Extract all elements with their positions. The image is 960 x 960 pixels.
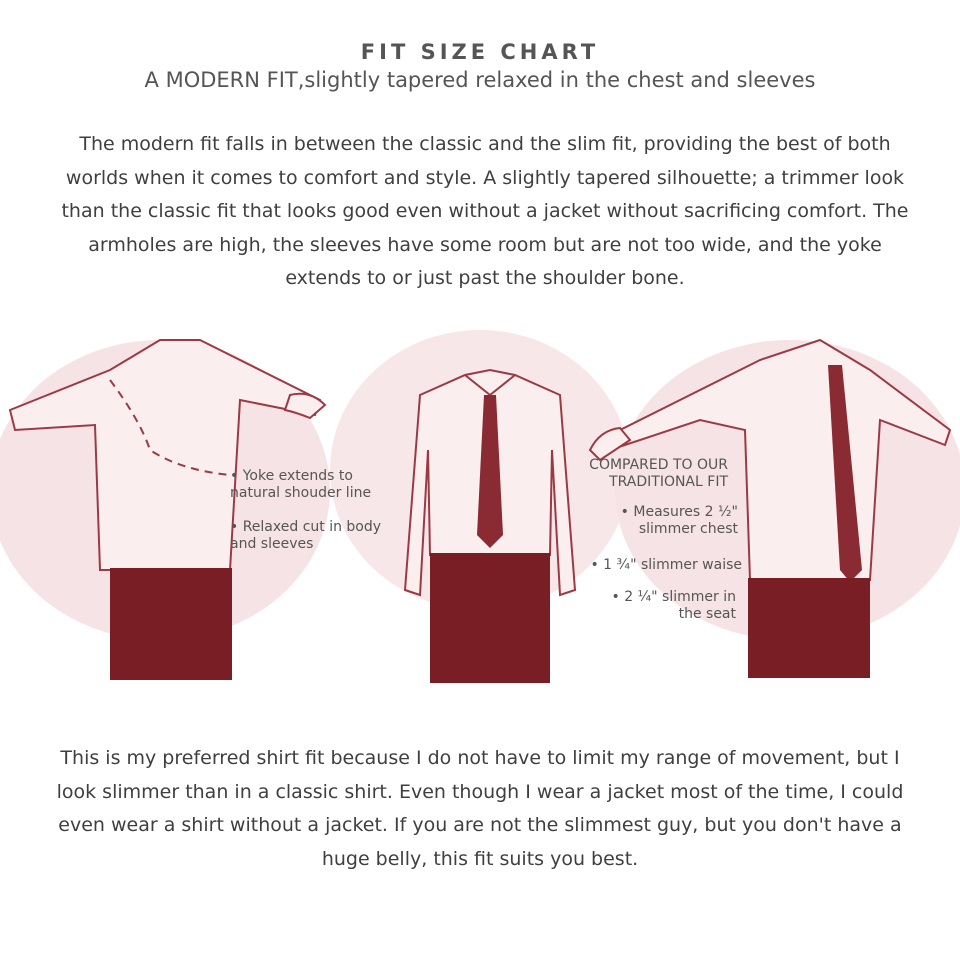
side-pants (748, 578, 870, 678)
note-relaxed-cut: • Relaxed cut in body and sleeves (230, 519, 382, 552)
shirt-fit-illustration (0, 300, 960, 695)
shirt-drawings (0, 300, 960, 695)
figure-front-view (405, 370, 575, 683)
note-compared-heading: COMPARED TO OUR TRADITIONAL FIT (589, 457, 728, 490)
note-slimmer-chest: • Measures 2 ½" slimmer chest (620, 504, 738, 537)
intro-paragraph: The modern fit falls in between the classic and the slim fit, providing the best of both worlds when it comes to comfort and style. A slightly tapered silhouette; a trimmer look than the classic fit that looks good even without a jacket without sacrificing comfort. The armholes are high, the sleeves have some room but are not too wide, and the yoke extends to or just past the shoulder bone. (61, 133, 909, 289)
note-slimmer-seat: • 2 ¼" slimmer in the seat (611, 589, 736, 622)
back-pants (110, 568, 232, 680)
note-slimmer-waist: • 1 ¾" slimmer waise (590, 557, 742, 573)
note-yoke: • Yoke extends to natural shouder line (230, 468, 372, 501)
chart-title: FIT SIZE CHART (360, 40, 600, 64)
front-pants (430, 553, 550, 683)
chart-subtitle: A MODERN FIT,slightly tapered relaxed in the chest and sleeves (144, 68, 816, 92)
outro-paragraph: This is my preferred shirt fit because I do not have to limit my range of movement, but I look slimmer than in a classic shirt. Even though I wear a jacket most of the time, I could even wear a shirt without a jacket. If you are not the slimmest guy, but you don't have a huge belly, this fit suits you best. (56, 747, 904, 870)
